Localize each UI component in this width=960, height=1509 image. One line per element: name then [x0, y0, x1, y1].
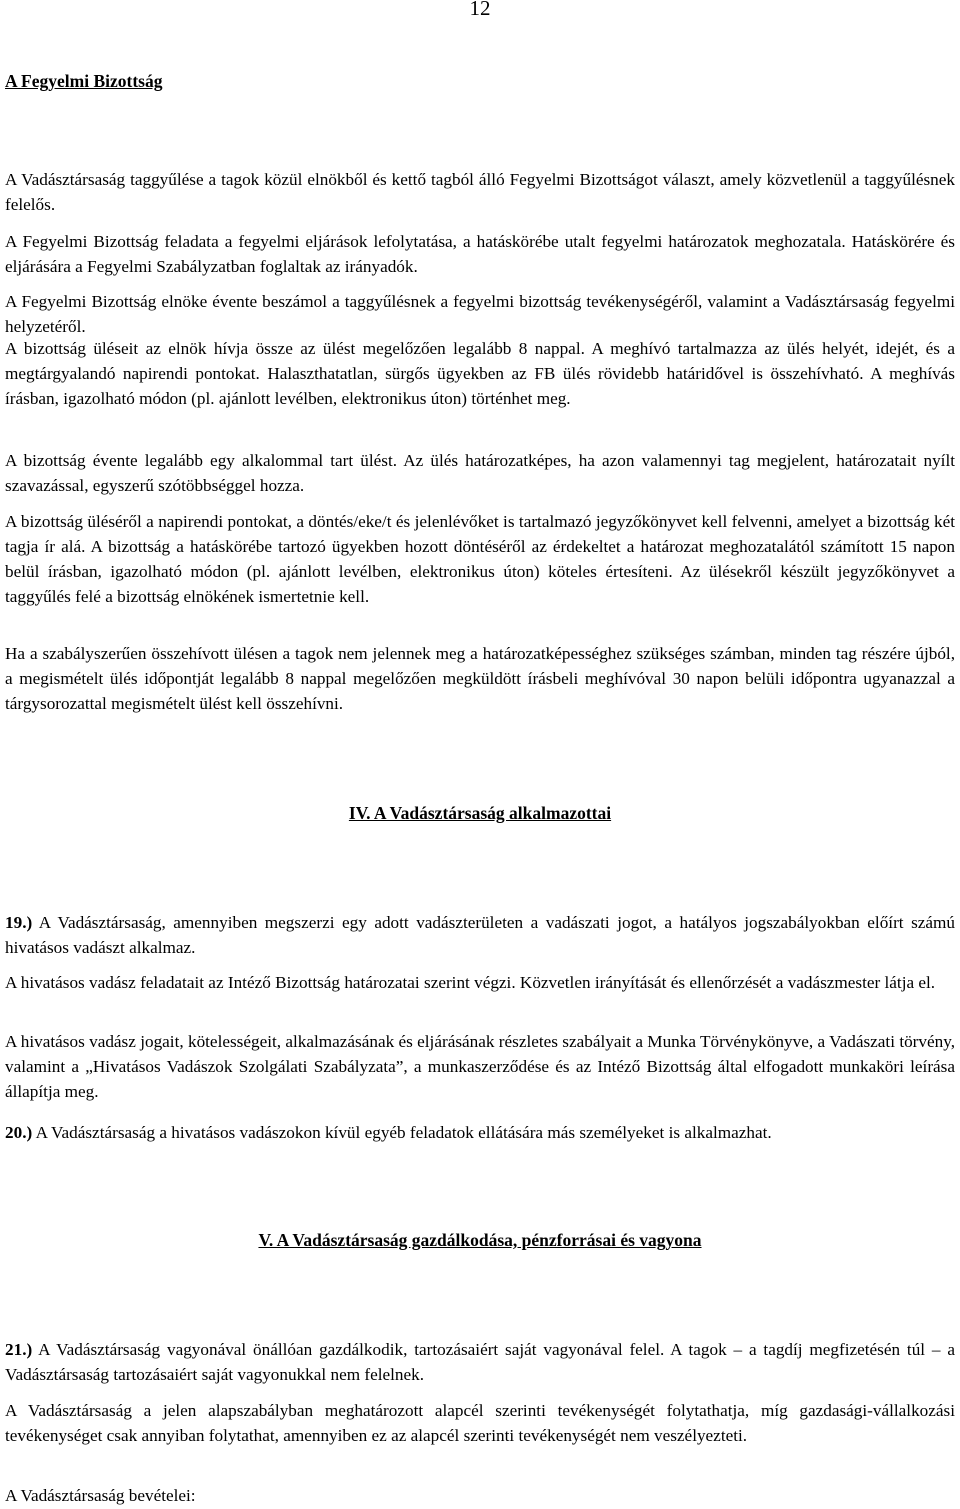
paragraph-fb-minutes: A bizottság üléséről a napirendi pontokat, a döntés/eke/t és jelenlévőket is tartalmazó jegyzőkönyvet kell felvenni, amelyet a bizottság két tagja ír alá. A bizottság a hatáskörébe tartozó ügyekben hozott döntéséről az érdekeltet a határozat meghozatalától számított 15 napon belül írásban, igazolható módon (pl. ajánlott levélben, elektronikus úton) köteles értesíteni. Az ülésekről készült jegyzőkönyvet a taggyűlés felé a bizottság elnökének ismertetnie kell. — [5, 512, 955, 606]
section-title-v: V. A Vadásztársaság gazdálkodása, pénzforrásai és vagyona — [258, 1230, 702, 1250]
paragraph-21 — [5, 1337, 955, 1387]
paragraph-hivatasos-feladat: A hivatásos vadász feladatait az Intéző Bizottság határozatai szerint végzi. Közvetlen irányítását és ellenőrzését a vadászmester látja el. — [5, 973, 936, 992]
paragraph-number-19: 19.) — [5, 913, 33, 932]
paragraph-fb-quorum: A bizottság évente legalább egy alkalommal tart ülést. Az ülés határozatképes, ha azon valamennyi tag megjelent, határozatait nyílt szavazással, egyszerű szótöbbséggel hozza. — [5, 451, 955, 495]
paragraph-bevetelei: A Vadásztársaság bevételei: — [5, 1486, 196, 1505]
paragraph-19 — [5, 910, 955, 960]
paragraph-20-text: A Vadásztársaság a hivatásos vadászokon kívül egyéb feladatok ellátására más személyeket is alkalmazhat. — [32, 1123, 772, 1142]
paragraph-hivatasos-jogai: A hivatásos vadász jogait, kötelességeit, alkalmazásának és eljárásának részletes szabályait a Munka Törvénykönyve, a Vadászati törvény, valamint a „Hivatásos Vadászok Szolgálati Szabályzata”, a munkaszerződése és az Intéző Bizottság által elfogadott munkaköri leírása állapítja meg. — [5, 1032, 955, 1101]
section-heading-fegyelmi-bizottsag: A Fegyelmi Bizottság — [5, 71, 163, 91]
paragraph-fb-report: A Fegyelmi Bizottság elnöke évente beszámol a taggyűlésnek a fegyelmi bizottság tevékenységéről, valamint a Vadásztársaság fegyelmi helyzetéről. — [5, 292, 955, 336]
paragraph-fb-duties: A Fegyelmi Bizottság feladata a fegyelmi eljárások lefolytatása, a hatáskörébe utalt fegyelmi határozatok meghozatala. Hatáskörére és eljárására a Fegyelmi Szabályzatban foglaltak az irányadók. — [5, 232, 955, 276]
paragraph-fb-composition: A Vadásztársaság taggyűlése a tagok közül elnökből és kettő tagból álló Fegyelmi Bizottságot választ, amely közvetlenül a taggyűlésnek felelős. — [5, 170, 955, 214]
paragraph-alapcel: A Vadásztársaság a jelen alapszabályban meghatározott alapcél szerinti tevékenységét folytathatja, míg gazdasági-vállalkozási tevékenységet csak annyiban folytathat, amennyiben ez az alapcél szerinti tevékenységét nem veszélyezteti. — [5, 1401, 955, 1445]
paragraph-20 — [5, 1120, 955, 1145]
paragraph-fb-convening: A bizottság üléseit az elnök hívja össze az ülést megelőzően legalább 8 nappal. A meghívó tartalmazza az ülés helyét, idejét, és a megtárgyalandó napirendi pontokat. Halaszthatatlan, sürgős ügyekben az FB ülés rövidebb határidővel is összehívható. A meghívás írásban, igazolható módon (pl. ajánlott levélben, elektronikus úton) történhet meg. — [5, 339, 955, 408]
page-number: 12 — [469, 0, 491, 20]
section-title-iv: IV. A Vadásztársaság alkalmazottai — [348, 803, 612, 823]
paragraph-19-text: A Vadásztársaság, amennyiben megszerzi egy adott vadászterületen a vadászati jogot, a hatályos jogszabályokban előírt számú hivatásos vadászt alkalmaz. — [5, 913, 955, 957]
paragraph-fb-repeat-meeting: Ha a szabályszerűen összehívott ülésen a tagok nem jelennek meg a határozatképességhez szükséges számban, minden tag részére újból, a megismételt ülés időpontját legalább 8 nappal megelőzően megküldött írásbeli meghívóval 30 napon belüli időpontra ugyanazzal a tárgysorozattal megismételt ülést kell összehívni. — [5, 644, 955, 713]
paragraph-number-20: 20.) — [5, 1123, 33, 1142]
paragraph-number-21: 21.) — [5, 1340, 33, 1359]
paragraph-21-text: A Vadásztársaság vagyonával önállóan gazdálkodik, tartozásaiért saját vagyonával felel. A tagok – a tagdíj megfizetésén túl – a Vadásztársaság tartozásaiért saját vagyonukkal nem felelnek. — [5, 1340, 955, 1384]
